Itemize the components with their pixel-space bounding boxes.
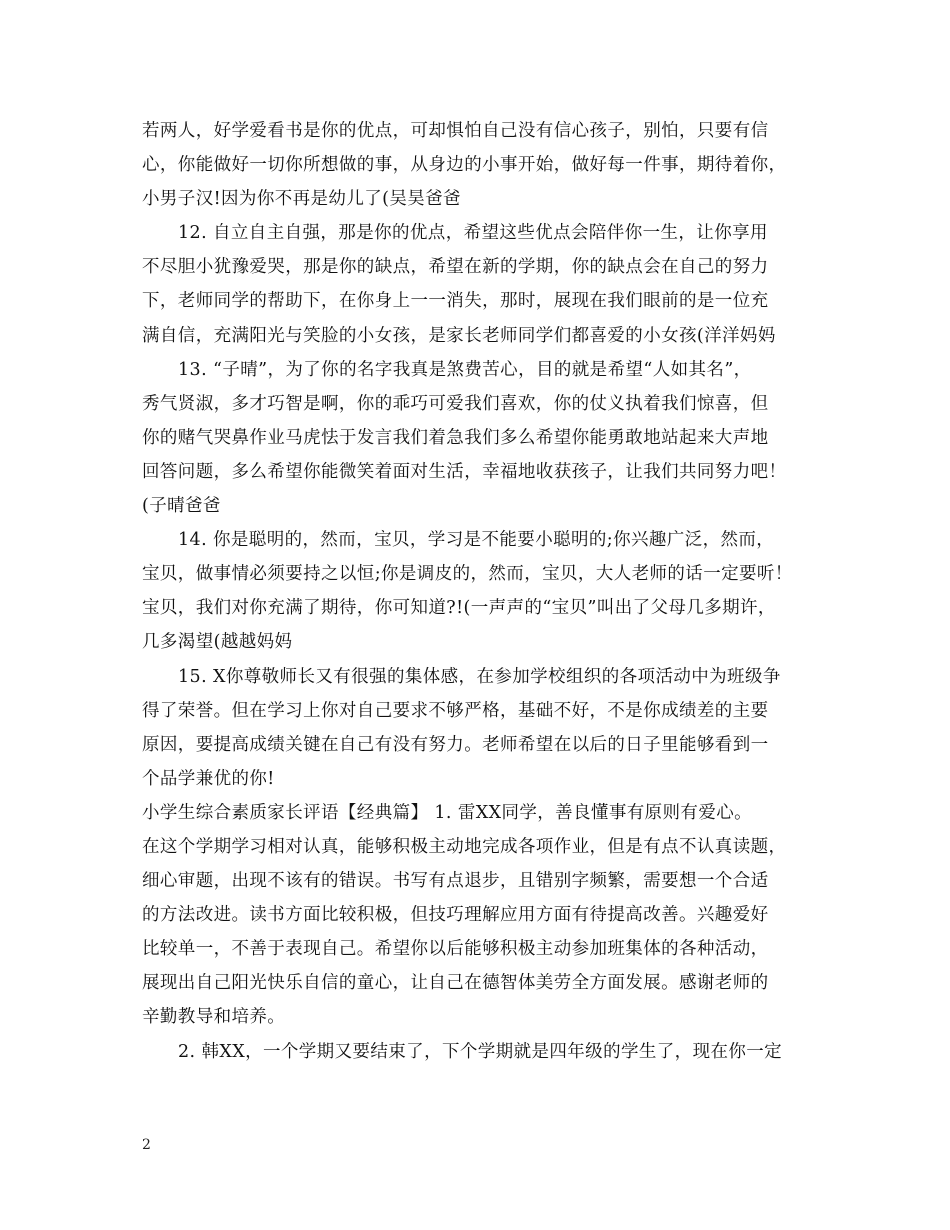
text-line: 几多渴望(越越妈妈: [142, 632, 293, 653]
text-line: 下，老师同学的帮助下，在你身上一一消失，那时，展现在我们眼前的是一位充: [142, 291, 769, 312]
text-line: 宝贝，做事情必须要持之以恒;你是调皮的，然而，宝贝，大人老师的话一定要听！: [142, 564, 793, 585]
text-line: 回答问题，多么希望你能微笑着面对生活，幸福地收获孩子，让我们共同努力吧！: [142, 461, 787, 482]
text-line: 2. 韩XX，一个学期又要结束了，下个学期就是四年级的学生了，现在你一定: [178, 1041, 783, 1062]
document-body: [142, 114, 832, 1069]
text-line: 13. “子晴”，为了你的名字我真是煞费苦心，目的就是希望“人如其名”，: [178, 359, 752, 380]
text-line: 14. 你是聪明的，然而，宝贝，学习是不能要小聪明的;你兴趣广泛，然而，: [178, 530, 775, 551]
text-line: 你的赌气哭鼻作业马虎怯于发言我们着急我们多么希望你能勇敢地站起来大声地: [142, 427, 769, 448]
text-line: 得了荣誉。但在学习上你对自己要求不够严格，基础不好，不是你成绩差的主要: [142, 700, 769, 721]
text-line: 辛勤教导和培养。: [142, 1007, 286, 1028]
text-line: 个品学兼优的你!: [142, 768, 275, 789]
text-line: (子晴爸爸: [142, 496, 221, 517]
text-line: 不尽胆小犹豫爱哭，那是你的缺点，希望在新的学期，你的缺点会在自己的努力: [142, 257, 769, 278]
text-line: 12. 自立自主自强，那是你的优点，希望这些优点会陪伴你一生，让你享用: [178, 223, 768, 244]
text-line: 秀气贤淑，多才巧智是啊，你的乖巧可爱我们喜欢，你的仗义执着我们惊喜，但: [142, 393, 769, 414]
text-line: 的方法改进。读书方面比较积极，但技巧理解应用方面有待提高改善。兴趣爱好: [142, 905, 769, 926]
text-line: 宝贝，我们对你充满了期待，你可知道?!(一声声的“宝贝”叫出了父母几多期许，: [142, 598, 776, 619]
page-number: 2: [142, 1137, 151, 1153]
text-line: 原因，要提高成绩关键在自己有没有努力。老师希望在以后的日子里能够看到一: [142, 734, 769, 755]
text-line: 比较单一，不善于表现自己。希望你以后能够积极主动参加班集体的各种活动，: [142, 939, 769, 960]
text-line: 展现出自己阳光快乐自信的童心，让自己在德智体美劳全方面发展。感谢老师的: [142, 973, 769, 994]
text-line: 细心审题，出现不该有的错误。书写有点退步，且错别字频繁，需要想一个合适: [142, 871, 769, 892]
text-line: 小男子汉!因为你不再是幼儿了(吴昊爸爸: [142, 189, 461, 210]
text-line: 在这个学期学习相对认真，能够积极主动地完成各项作业，但是有点不认真读题，: [142, 836, 787, 857]
text-line: 满自信，充满阳光与笑脸的小女孩，是家长老师同学们都喜爱的小女孩(洋洋妈妈: [142, 325, 776, 346]
text-line: 小学生综合素质家长评语【经典篇】 1. 雷XX同学，善良懂事有原则有爱心。: [142, 802, 753, 823]
text-line: 15. X你尊敬师长又有很强的集体感，在参加学校组织的各项活动中为班级争: [178, 666, 781, 687]
text-line: 若两人，好学爱看书是你的优点，可却惧怕自己没有信心孩子，别怕，只要有信: [142, 121, 769, 141]
text-line: 心，你能做好一切你所想做的事，从身边的小事开始，做好每一件事，期待着你，: [142, 155, 787, 176]
